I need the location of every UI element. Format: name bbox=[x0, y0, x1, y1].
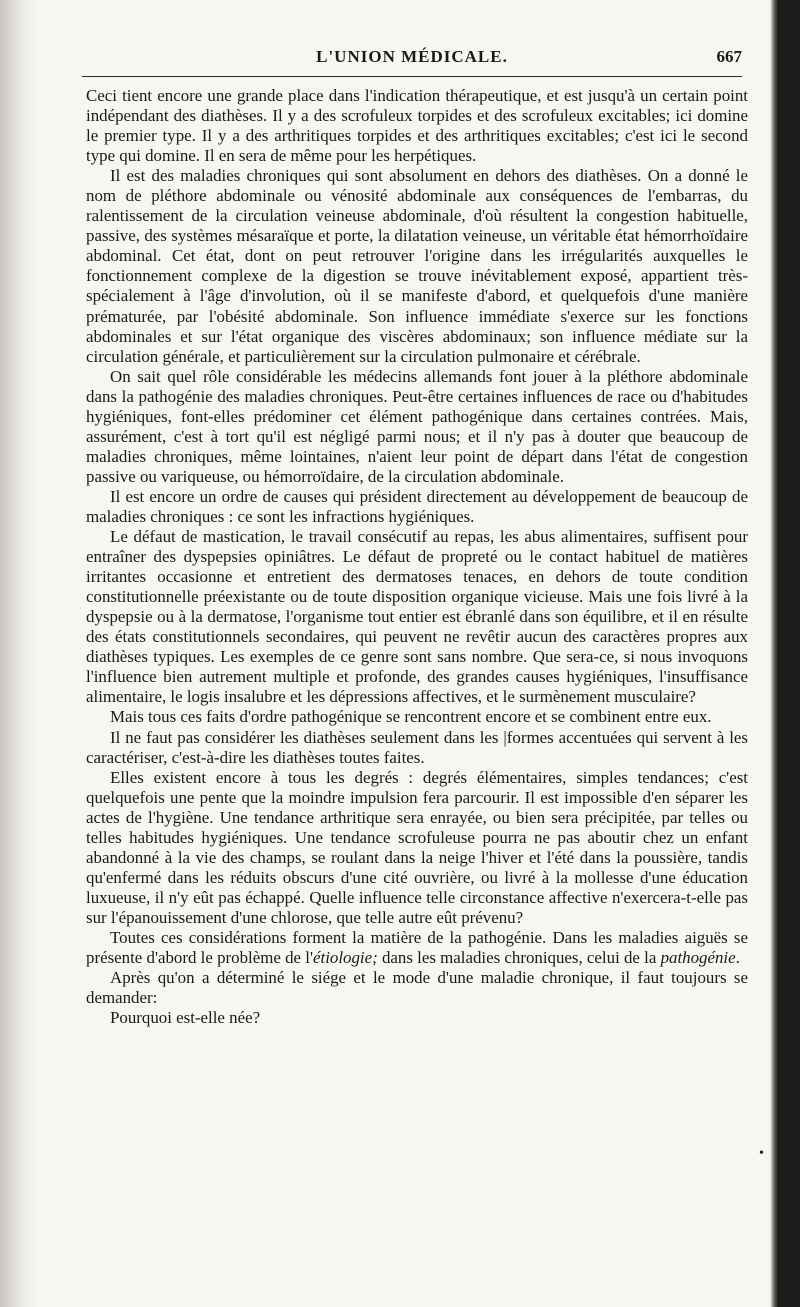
running-title: L'UNION MÉDICALE. bbox=[316, 47, 508, 66]
paragraph-4: Il est encore un ordre de causes qui président directement au développement de beaucoup de maladies chroniques : ce sont les infractions hygiéniques. bbox=[86, 486, 748, 526]
margin-bullet-mark: • bbox=[759, 1146, 764, 1161]
paragraph-7: Il ne faut pas considérer les diathèses seulement dans les |formes accentuées qui servent à les caractériser, c'est-à-dire les diathèses toutes faites. bbox=[86, 727, 748, 767]
paragraph-2: Il est des maladies chroniques qui sont absolument en dehors des diathèses. On a donné le nom de pléthore abdominale ou vénosité abdominale aux conséquences de l'embarras, du ralentissement de la circulation veineuse abdominale, d'où résultent la congestion habituelle, passive, des systèmes mésaraïque et porte, la dilatation veineuse, un véritable état hémorrhoïdaire abdominal. Cet état, dont on peut retrouver l'origine dans les irrégularités auxquelles le fonctionnement complexe de la digestion se trouve inévitablement exposé, appartient très-spécialement à l'âge d'involution, où il se manifeste d'abord, et quelquefois d'une manière prématurée, par l'obésité abdominale. Son influence immédiate s'exerce sur les fonctions abdominales et sur l'état organique des viscères abdominaux; son influence médiate sur la circulation générale, et particulièrement sur la circulation pulmonaire et cérébrale. bbox=[86, 166, 748, 366]
term-pathogenie: pathogénie bbox=[660, 948, 736, 968]
page-spine-shadow bbox=[0, 0, 40, 1307]
paragraph-6: Mais tous ces faits d'ordre pathogénique se rencontrent encore et se combinent entre eux. bbox=[110, 707, 712, 727]
page-right-edge bbox=[770, 0, 800, 1307]
paragraph-10: Après qu'on a déterminé le siége et le mode d'une maladie chronique, il faut toujours se demander: bbox=[86, 968, 748, 1008]
page-number: 667 bbox=[716, 47, 742, 66]
running-header bbox=[82, 47, 742, 75]
header-rule bbox=[82, 76, 742, 77]
paragraph-9-text-end: . bbox=[735, 948, 740, 968]
paragraph-9-text: Toutes ces considérations forment la matière de la pathogénie. Dans les maladies aiguës se présente d'abord le problème de l' bbox=[86, 927, 748, 968]
body-text bbox=[86, 86, 748, 1028]
paragraph-8: Elles existent encore à tous les degrés : degrés élémentaires, simples tendances; c'est quelquefois une pente que la moindre impulsion fera parcourir. Il est impossible d'en séparer les actes de l'hygiène. Une tendance arthritique sera enrayée, ou bien sera précipitée, par telles ou telles habitudes hygiéniques. Une tendance scrofuleuse pourra ne pas aboutir chez un enfant abandonné à la vie des champs, se roulant dans la neige l'hiver et l'été dans la poussière, tandis qu'enfermé dans les réduits obscurs d'une cité ouvrière, ou livré à la mollesse d'une éducation luxueuse, il n'y eût pas échappé. Quelle influence telle circonstance affective n'exercera-t-elle pas sur l'épanouissement d'une chlorose, que telle autre eût prévenu? bbox=[86, 767, 748, 927]
paragraph-9-text-middle: dans les maladies chroniques, celui de la bbox=[377, 948, 661, 968]
paragraph-3: On sait quel rôle considérable les médecins allemands font jouer à la pléthore abdominale dans la pathogénie des maladies chroniques. Peut-être certaines influences de race ou d'habitudes hygiéniques, font-elles prédominer cet élément pathogénique dans certaines contrées. Mais, assurément, c'est à tort qu'il est négligé parmi nous; et il n'y pas à douter que beaucoup de maladies chroniques, même lointaines, n'aient leur point de départ dans l'état de congestion passive ou variqueuse, ou hémorroïdaire, de la circulation abdominale. bbox=[86, 366, 748, 486]
term-etiologie: étiologie; bbox=[313, 948, 378, 968]
paragraph-5: Le défaut de mastication, le travail consécutif au repas, les abus alimentaires, suffisent pour entraîner des dyspepsies opiniâtres. Le défaut de propreté ou le contact habituel de matières irritantes occasionne et entretient des dermatoses tenaces, en dehors de toute condition constitutionnelle préexistante ou de toute disposition organique vicieuse. Mais une fois livré à la dyspepsie ou à la dermatose, l'organisme tout entier est ébranlé dans son équilibre, et il en résulte des états constitutionnels secondaires, qui peuvent ne revêtir aucun des caractères propres aux diathèses typiques. Les exemples de ce genre sont sans nombre. Que sera-ce, si nous invoquons l'influence bien autrement multiple et profonde, des grandes causes hygiéniques, l'insuffisance alimentaire, le logis insalubre et les dépressions affectives, et le surmènement musculaire? bbox=[86, 527, 748, 707]
paragraph-1: Ceci tient encore une grande place dans l'indication thérapeutique, et est jusqu'à un certain point indépendant des diathèses. Il y a des scrofuleux torpides et des scrofuleux excitables; ici domine le premier type. Il y a des arthritiques torpides et des arthritiques excitables; c'est ici le second type qui domine. Il en sera de même pour les herpétiques. bbox=[86, 86, 748, 166]
paragraph-11: Pourquoi est-elle née? bbox=[110, 1008, 261, 1028]
paragraph-9 bbox=[86, 928, 748, 968]
